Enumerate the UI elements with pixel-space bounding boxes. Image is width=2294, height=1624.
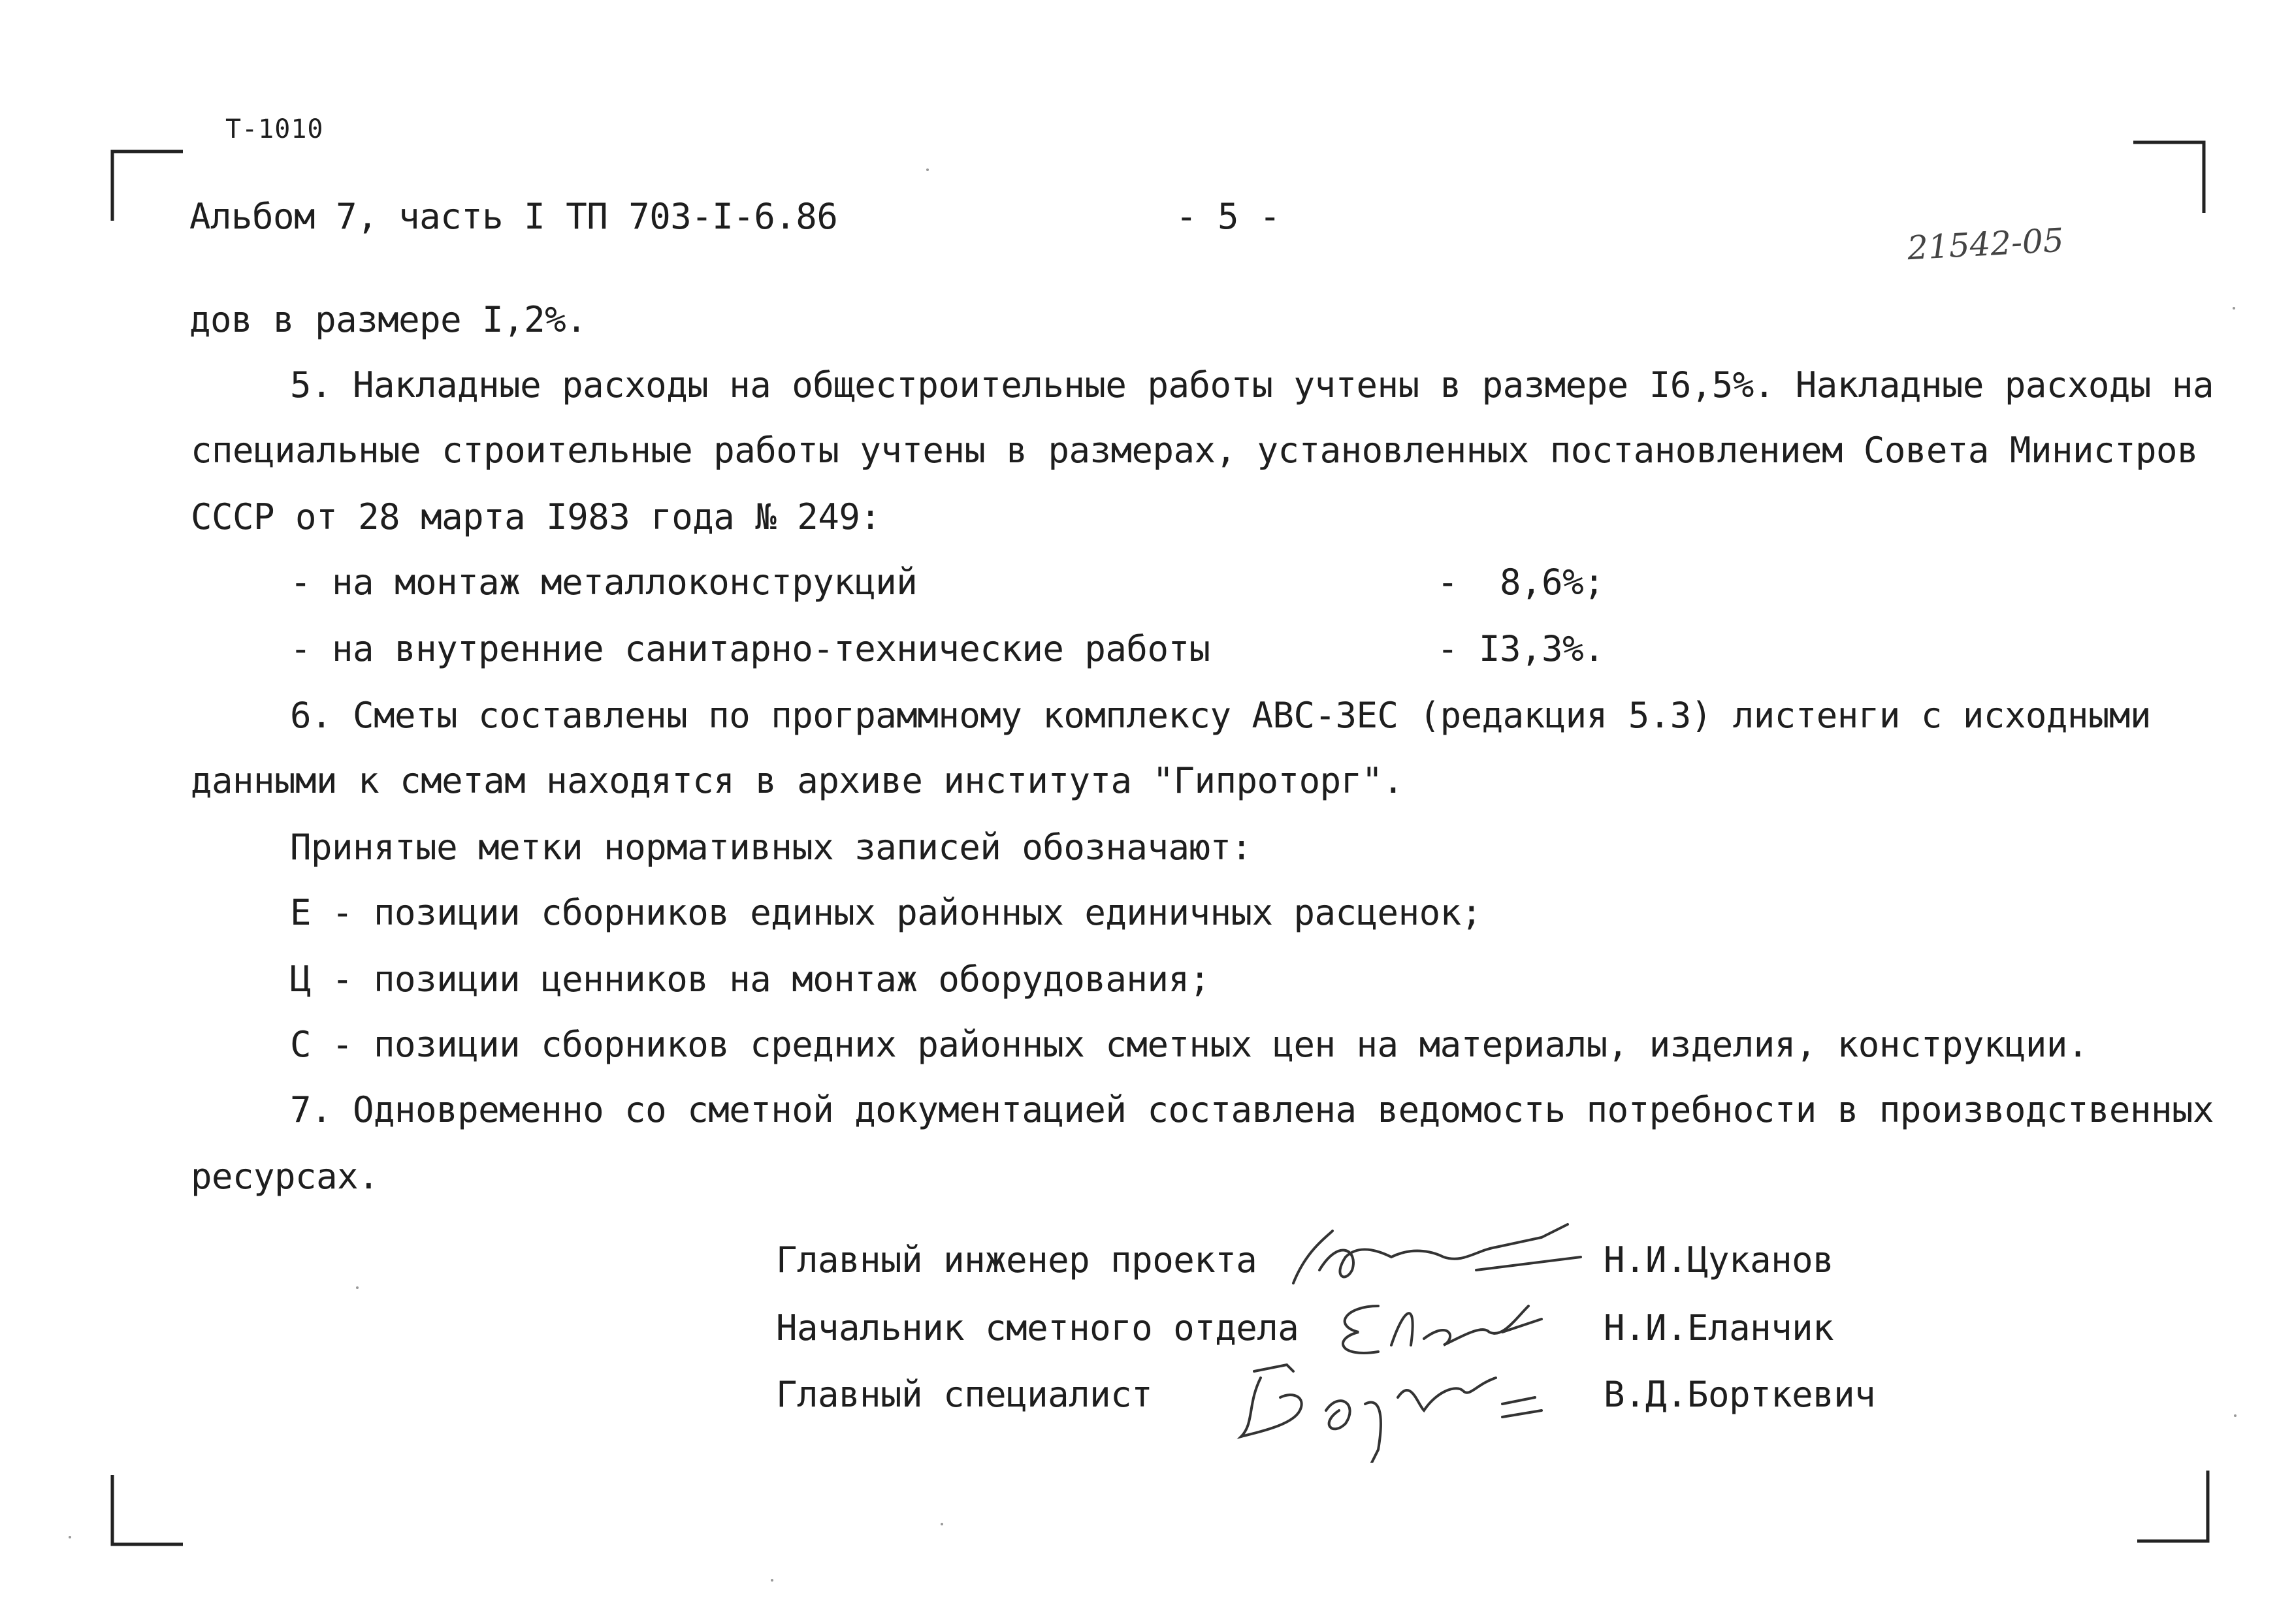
corner-mark-top-left [110, 149, 188, 227]
paragraph-5-line-3: СССР от 28 марта I983 года № 249: [191, 496, 881, 537]
scan-speck [2233, 307, 2235, 310]
scan-speck [69, 1536, 71, 1538]
scan-speck [926, 168, 929, 171]
paragraph-7-line-1: 7. Одновременно со сметной документацией составлена ведомость потребности в производственных [290, 1089, 2214, 1130]
marks-intro: Принятые метки нормативных записей обозначают: [290, 827, 1252, 868]
page-number: - 5 - [1176, 196, 1281, 237]
mark-e: Е - позиции сборников единых районных единичных расценок; [290, 892, 1482, 933]
document-code: Т-1010 [225, 114, 324, 144]
overhead-item-1-value: - 8,6%; [1437, 562, 1605, 603]
handwritten-number: 21542-05 [1906, 221, 2065, 268]
album-reference: Альбом 7, часть I ТП 703-I-6.86 [189, 196, 838, 237]
scan-speck [356, 1286, 359, 1289]
corner-mark-bottom-right [2135, 1468, 2213, 1546]
signature-title-estimate-head: Начальник сметного отдела [776, 1307, 1299, 1348]
signature-title-chief-engineer: Главный инженер проекта [776, 1239, 1257, 1281]
scan-speck [771, 1579, 773, 1582]
scan-speck [941, 1523, 943, 1525]
overhead-item-2: - на внутренние санитарно-технические работы [290, 628, 1210, 669]
corner-mark-bottom-left [110, 1473, 188, 1551]
paragraph-5-line-2: специальные строительные работы учтены в размерах, установленных постановлением Совета Министров [191, 430, 2199, 471]
handwritten-signature-3 [1215, 1352, 1555, 1465]
signature-name-chief-specialist: В.Д.Борткевич [1604, 1374, 1876, 1415]
overhead-item-2-value: - I3,3%. [1437, 628, 1605, 669]
paragraph-7-line-2: ресурсах. [191, 1156, 380, 1197]
paragraph-6-line-1: 6. Сметы составлены по программному комплексу АВС-ЗЕС (редакция 5.3) листенги с исходными [290, 695, 2151, 736]
paragraph-6-line-2: данными к сметам находятся в архиве института "Гипроторг". [191, 760, 1404, 801]
mark-c: Ц - позиции ценников на монтаж оборудования; [290, 959, 1210, 1000]
signature-name-chief-engineer: Н.И.Цуканов [1604, 1239, 1834, 1281]
corner-mark-top-right [2131, 140, 2209, 218]
mark-s: С - позиции сборников средних районных сметных цен на материалы, изделия, конструкции. [290, 1024, 2088, 1065]
paragraph-5-line-1: 5. Накладные расходы на общестроительные работы учтены в размере I6,5%. Накладные расходы на [290, 364, 2214, 406]
text-line: дов в размере I,2%. [189, 299, 587, 340]
signature-name-estimate-head: Н.И.Еланчик [1604, 1307, 1834, 1348]
scan-speck [2234, 1414, 2237, 1417]
overhead-item-1: - на монтаж металлоконструкций [290, 562, 918, 603]
signature-title-chief-specialist: Главный специалист [776, 1374, 1153, 1415]
